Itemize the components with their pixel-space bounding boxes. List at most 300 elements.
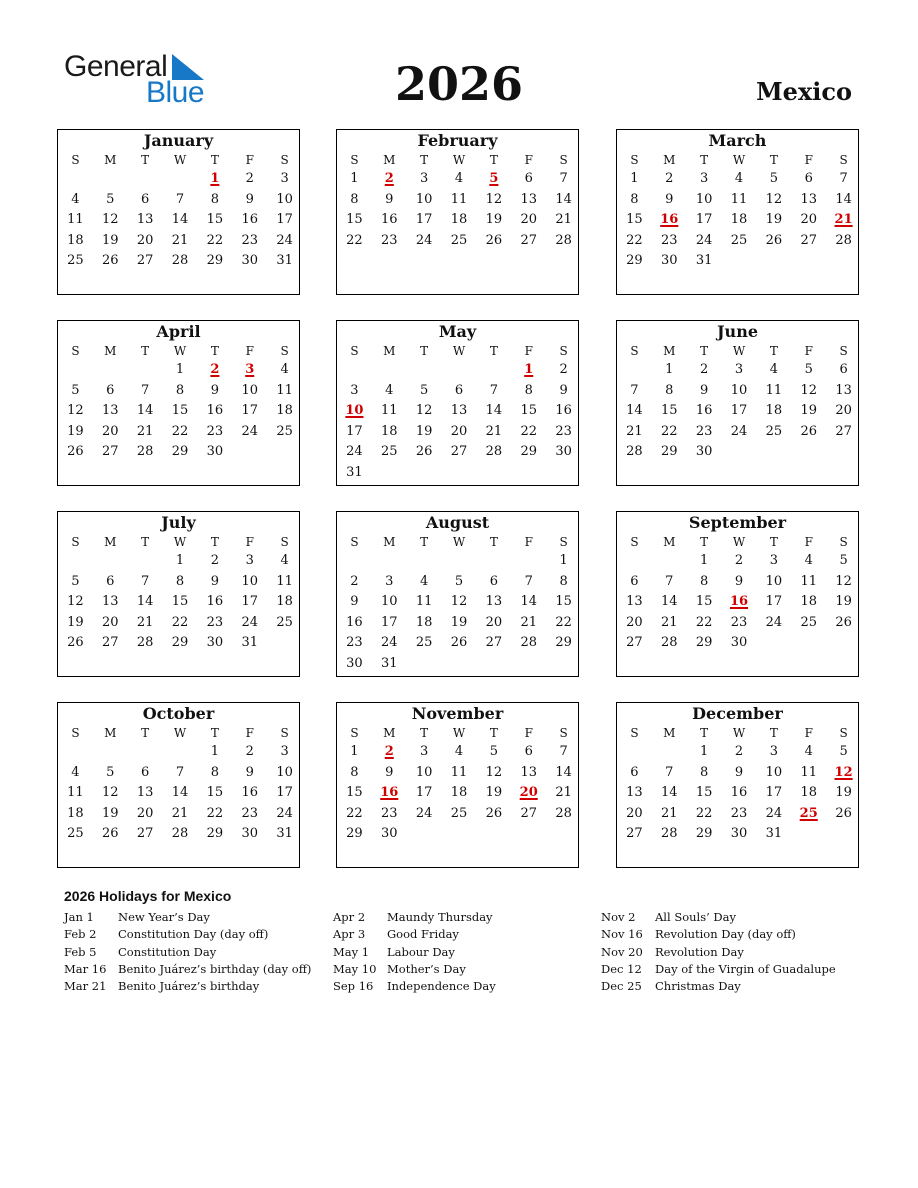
weekday-header: W [173, 726, 187, 740]
day-cell: 25 [800, 614, 817, 630]
day-cell: 3 [385, 573, 394, 589]
day-cell: 20 [485, 614, 503, 630]
holiday-day-cell: 1 [210, 171, 220, 186]
day-cell: 2 [245, 744, 254, 759]
weekday-header: W [173, 535, 187, 549]
day-cell: 13 [102, 403, 119, 419]
day-cell: 6 [489, 573, 498, 589]
day-cell: 12 [800, 382, 817, 398]
day-cell: 26 [485, 805, 503, 821]
weekday-header: M [383, 153, 396, 167]
weekday-header: T [420, 535, 429, 549]
weekday-header: W [452, 726, 466, 740]
day-cell: 16 [695, 403, 713, 419]
holiday-name: Revolution Day [655, 944, 744, 959]
day-cell: 15 [695, 785, 713, 801]
day-cell: 9 [734, 573, 744, 589]
day-cell: 19 [415, 423, 433, 439]
day-cell: 28 [555, 232, 572, 248]
day-cell: 26 [415, 444, 433, 460]
day-cell: 27 [485, 635, 503, 651]
day-cell: 10 [765, 764, 783, 780]
day-cell: 20 [800, 212, 817, 228]
day-cell: 11 [381, 403, 398, 419]
day-cell: 27 [800, 232, 817, 248]
holiday-row [601, 978, 836, 995]
weekday-header: F [524, 344, 533, 358]
holiday-date: Nov 20 [601, 944, 643, 959]
day-cell: 26 [102, 826, 119, 842]
empty-cell [511, 551, 546, 572]
month-december [616, 702, 859, 868]
holiday-row [64, 961, 311, 978]
holiday-name: Good Friday [387, 927, 459, 942]
day-cell: 25 [450, 805, 468, 821]
holiday-row [601, 926, 836, 943]
day-cell: 24 [381, 635, 398, 651]
holiday-date: May 1 [333, 944, 370, 959]
day-cell: 7 [175, 191, 185, 207]
weekday-header: S [280, 535, 289, 549]
empty-cell [93, 742, 128, 763]
day-cell: 17 [765, 594, 783, 610]
holiday-name: Maundy Thursday [387, 910, 493, 924]
day-cell: 1 [350, 744, 359, 759]
day-cell: 24 [276, 805, 293, 821]
holiday-row [64, 944, 311, 961]
weekday-header: F [804, 153, 813, 167]
day-cell: 28 [661, 635, 678, 651]
day-cell: 23 [206, 614, 224, 630]
day-cell: 10 [241, 382, 258, 398]
month-name: February [417, 131, 498, 150]
day-cell: 1 [210, 744, 219, 759]
weekday-header: T [489, 535, 498, 549]
month-august [336, 511, 579, 677]
day-cell: 30 [695, 444, 713, 460]
weekday-header: W [732, 153, 746, 167]
day-cell: 29 [171, 635, 189, 651]
holiday-date: Nov 16 [601, 927, 643, 942]
weekday-header: S [559, 344, 568, 358]
month-name: December [692, 704, 783, 723]
day-cell: 27 [520, 805, 537, 821]
day-cell: 12 [67, 403, 84, 419]
day-cell: 15 [626, 212, 643, 228]
month-grid [337, 724, 578, 845]
day-cell: 9 [210, 573, 219, 589]
day-cell: 25 [765, 423, 783, 439]
day-cell: 8 [665, 382, 674, 398]
day-cell: 16 [346, 614, 363, 630]
holiday-name: Revolution Day (day off) [655, 927, 796, 942]
day-cell: 4 [804, 744, 813, 759]
holiday-date: Feb 5 [64, 944, 97, 959]
day-cell: 9 [734, 764, 744, 780]
day-cell: 21 [485, 423, 503, 439]
month-grid [58, 151, 299, 272]
day-cell: 14 [555, 764, 572, 780]
day-cell: 12 [67, 594, 84, 610]
holiday-row [64, 978, 311, 995]
day-cell: 16 [206, 594, 224, 610]
holiday-date: Apr 3 [333, 927, 366, 942]
empty-cell [58, 551, 93, 572]
day-cell: 4 [280, 553, 289, 568]
holiday-day-cell: 16 [660, 212, 679, 228]
day-cell: 15 [206, 785, 224, 801]
month-may [336, 320, 579, 486]
day-cell: 23 [241, 232, 258, 248]
day-cell: 2 [350, 573, 359, 589]
day-cell: 16 [730, 785, 748, 801]
day-cell: 28 [171, 826, 189, 842]
holiday-day-cell: 3 [245, 362, 255, 377]
weekday-header: T [420, 344, 429, 358]
day-cell: 10 [276, 764, 293, 780]
day-cell: 4 [280, 362, 289, 377]
empty-cell [652, 742, 687, 763]
day-cell: 27 [626, 635, 643, 651]
day-cell: 19 [67, 423, 84, 439]
day-cell: 3 [769, 553, 778, 568]
day-cell: 7 [630, 382, 639, 398]
day-cell: 19 [67, 614, 84, 630]
day-cell: 17 [415, 785, 433, 801]
day-cell: 1 [175, 362, 185, 377]
day-cell: 18 [276, 403, 293, 419]
day-cell: 12 [765, 191, 783, 207]
day-cell: 28 [661, 826, 678, 842]
weekday-header: S [280, 726, 289, 740]
holiday-date: Dec 25 [601, 979, 642, 994]
empty-cell [337, 551, 372, 572]
day-cell: 17 [695, 212, 713, 228]
day-cell: 16 [206, 403, 224, 419]
day-cell: 4 [454, 744, 464, 759]
weekday-header: S [839, 535, 848, 549]
day-cell: 17 [241, 594, 258, 610]
empty-cell [128, 551, 163, 572]
day-cell: 20 [626, 614, 643, 630]
day-cell: 20 [450, 423, 468, 439]
month-grid [337, 533, 578, 675]
holiday-day-cell: 12 [834, 764, 853, 780]
empty-cell [476, 551, 511, 572]
day-cell: 23 [381, 232, 398, 248]
empty-cell [93, 169, 128, 190]
empty-cell [93, 360, 128, 381]
day-cell: 20 [520, 212, 537, 228]
day-cell: 18 [415, 614, 433, 630]
holiday-day-cell: 21 [834, 212, 853, 228]
day-cell: 5 [839, 553, 848, 568]
day-cell: 12 [450, 594, 468, 610]
day-cell: 7 [839, 171, 848, 186]
month-name: September [688, 513, 787, 532]
day-cell: 28 [520, 635, 537, 651]
day-cell: 23 [730, 805, 748, 821]
day-cell: 18 [450, 212, 468, 228]
holiday-row [333, 961, 496, 978]
holiday-day-cell: 1 [524, 362, 534, 377]
month-name: April [156, 322, 201, 341]
day-cell: 11 [450, 191, 468, 207]
brand-line2: Blue [146, 76, 205, 109]
day-cell: 25 [276, 423, 293, 439]
weekday-header: S [71, 535, 80, 549]
weekday-header: F [524, 535, 533, 549]
month-february [336, 129, 579, 295]
weekday-header: F [245, 153, 254, 167]
calendar-country: Mexico [756, 77, 852, 106]
weekday-header: T [700, 726, 709, 740]
day-cell: 20 [136, 805, 154, 821]
day-cell: 15 [520, 403, 537, 419]
month-grid [617, 151, 858, 272]
day-cell: 11 [450, 764, 468, 780]
day-cell: 17 [765, 785, 783, 801]
day-cell: 16 [381, 212, 398, 228]
day-cell: 22 [171, 614, 189, 630]
day-cell: 6 [839, 362, 848, 377]
empty-cell [58, 169, 93, 190]
day-cell: 10 [415, 191, 433, 207]
day-cell: 1 [630, 171, 639, 186]
empty-cell [58, 360, 93, 381]
day-cell: 15 [661, 403, 678, 419]
month-name: October [142, 704, 215, 723]
day-cell: 31 [381, 655, 398, 671]
day-cell: 22 [555, 614, 572, 630]
day-cell: 15 [171, 403, 189, 419]
weekday-header: M [383, 535, 396, 549]
day-cell: 26 [835, 614, 852, 630]
day-cell: 19 [485, 212, 503, 228]
day-cell: 1 [559, 553, 568, 568]
day-cell: 6 [141, 764, 150, 780]
day-cell: 10 [241, 573, 258, 589]
day-cell: 14 [520, 594, 537, 610]
day-cell: 8 [175, 573, 185, 589]
month-grid [617, 342, 858, 463]
month-grid [617, 533, 858, 654]
day-cell: 5 [804, 362, 813, 377]
weekday-header: T [700, 535, 709, 549]
day-cell: 27 [626, 826, 643, 842]
holidays-column [601, 909, 836, 995]
day-cell: 30 [730, 826, 748, 842]
day-cell: 12 [102, 212, 119, 228]
day-cell: 18 [381, 423, 398, 439]
day-cell: 19 [765, 212, 783, 228]
day-cell: 9 [559, 382, 568, 398]
day-cell: 28 [136, 444, 154, 460]
weekday-header: T [420, 153, 429, 167]
weekday-header: F [245, 344, 254, 358]
day-cell: 17 [276, 785, 293, 801]
day-cell: 6 [524, 171, 533, 186]
day-cell: 1 [665, 362, 674, 377]
weekday-header: S [839, 344, 848, 358]
brand-line1: General [64, 50, 168, 83]
holiday-name: Day of the Virgin of Guadalupe [655, 961, 836, 976]
day-cell: 8 [210, 764, 219, 780]
weekday-header: S [71, 344, 80, 358]
weekday-header: T [210, 726, 219, 740]
day-cell: 1 [350, 171, 359, 186]
day-cell: 3 [420, 171, 429, 186]
day-cell: 7 [665, 573, 674, 589]
day-cell: 10 [765, 573, 783, 589]
day-cell: 27 [102, 444, 119, 460]
day-cell: 7 [559, 744, 568, 759]
day-cell: 11 [765, 382, 783, 398]
day-cell: 9 [245, 764, 254, 780]
day-cell: 2 [665, 171, 674, 186]
weekday-header: T [141, 153, 150, 167]
day-cell: 7 [665, 764, 674, 780]
day-cell: 26 [102, 253, 119, 269]
day-cell: 5 [839, 744, 848, 759]
weekday-header: S [630, 726, 639, 740]
empty-cell [128, 742, 163, 763]
weekday-header: T [769, 153, 778, 167]
day-cell: 24 [241, 614, 258, 630]
day-cell: 25 [381, 444, 398, 460]
day-cell: 16 [241, 212, 258, 228]
day-cell: 6 [106, 573, 115, 589]
day-cell: 3 [769, 744, 778, 759]
holiday-row [601, 961, 836, 978]
day-cell: 21 [136, 614, 154, 630]
day-cell: 7 [524, 573, 533, 589]
day-cell: 4 [71, 764, 80, 780]
day-cell: 23 [206, 423, 224, 439]
weekday-header: M [104, 153, 117, 167]
weekday-header: M [104, 344, 117, 358]
day-cell: 9 [665, 191, 674, 207]
day-cell: 27 [136, 826, 154, 842]
weekday-header: W [732, 344, 746, 358]
day-cell: 9 [350, 594, 359, 610]
day-cell: 15 [171, 594, 189, 610]
weekday-header: M [663, 726, 676, 740]
weekday-header: S [71, 726, 80, 740]
weekday-header: T [141, 344, 150, 358]
day-cell: 29 [206, 253, 224, 269]
empty-cell [407, 551, 442, 572]
day-cell: 22 [171, 423, 189, 439]
weekday-header: T [210, 153, 219, 167]
weekday-header: T [210, 535, 219, 549]
holiday-date: Feb 2 [64, 927, 97, 942]
day-cell: 8 [559, 573, 568, 589]
day-cell: 24 [765, 805, 783, 821]
weekday-header: F [804, 344, 813, 358]
day-cell: 27 [450, 444, 468, 460]
weekday-header: S [559, 153, 568, 167]
day-cell: 14 [835, 191, 852, 207]
day-cell: 30 [730, 635, 748, 651]
day-cell: 3 [280, 744, 289, 759]
day-cell: 13 [136, 785, 154, 801]
day-cell: 15 [346, 785, 363, 801]
day-cell: 19 [485, 785, 503, 801]
weekday-header: S [350, 344, 359, 358]
day-cell: 8 [350, 764, 359, 780]
weekday-header: T [489, 153, 498, 167]
empty-cell [372, 551, 407, 572]
day-cell: 17 [415, 212, 433, 228]
weekday-header: W [452, 535, 466, 549]
day-cell: 5 [71, 573, 80, 589]
weekday-header: T [769, 726, 778, 740]
day-cell: 29 [346, 826, 363, 842]
day-cell: 20 [835, 403, 852, 419]
holiday-date: May 10 [333, 961, 377, 976]
day-cell: 8 [700, 764, 709, 780]
day-cell: 29 [555, 635, 572, 651]
empty-cell [617, 551, 652, 572]
day-cell: 21 [661, 805, 678, 821]
empty-cell [163, 169, 198, 190]
day-cell: 21 [171, 805, 189, 821]
weekday-header: F [804, 726, 813, 740]
day-cell: 11 [800, 764, 817, 780]
day-cell: 10 [730, 382, 748, 398]
weekday-header: W [452, 344, 466, 358]
day-cell: 28 [171, 253, 189, 269]
day-cell: 30 [381, 826, 398, 842]
day-cell: 17 [346, 423, 363, 439]
day-cell: 8 [630, 191, 639, 207]
day-cell: 19 [102, 232, 119, 248]
day-cell: 2 [559, 362, 568, 377]
day-cell: 5 [71, 382, 80, 398]
day-cell: 4 [420, 573, 429, 589]
day-cell: 15 [206, 212, 224, 228]
weekday-header: F [245, 726, 254, 740]
holiday-name: Labour Day [387, 944, 455, 959]
month-september [616, 511, 859, 677]
day-cell: 4 [804, 553, 813, 568]
day-cell: 23 [730, 614, 748, 630]
holidays-column [64, 909, 311, 995]
month-name: January [143, 131, 214, 150]
day-cell: 26 [835, 805, 852, 821]
day-cell: 14 [136, 594, 154, 610]
day-cell: 29 [206, 826, 224, 842]
day-cell: 29 [520, 444, 537, 460]
weekday-header: S [630, 535, 639, 549]
day-cell: 14 [661, 594, 678, 610]
weekday-header: S [559, 726, 568, 740]
day-cell: 22 [520, 423, 537, 439]
day-cell: 24 [765, 614, 783, 630]
day-cell: 25 [67, 826, 84, 842]
day-cell: 11 [276, 573, 293, 589]
day-cell: 29 [626, 253, 643, 269]
month-name: August [425, 513, 490, 532]
weekday-header: S [350, 153, 359, 167]
day-cell: 27 [835, 423, 852, 439]
weekday-header: W [173, 344, 187, 358]
empty-cell [442, 551, 477, 572]
day-cell: 15 [346, 212, 363, 228]
holidays-column [333, 909, 496, 995]
day-cell: 14 [661, 785, 678, 801]
